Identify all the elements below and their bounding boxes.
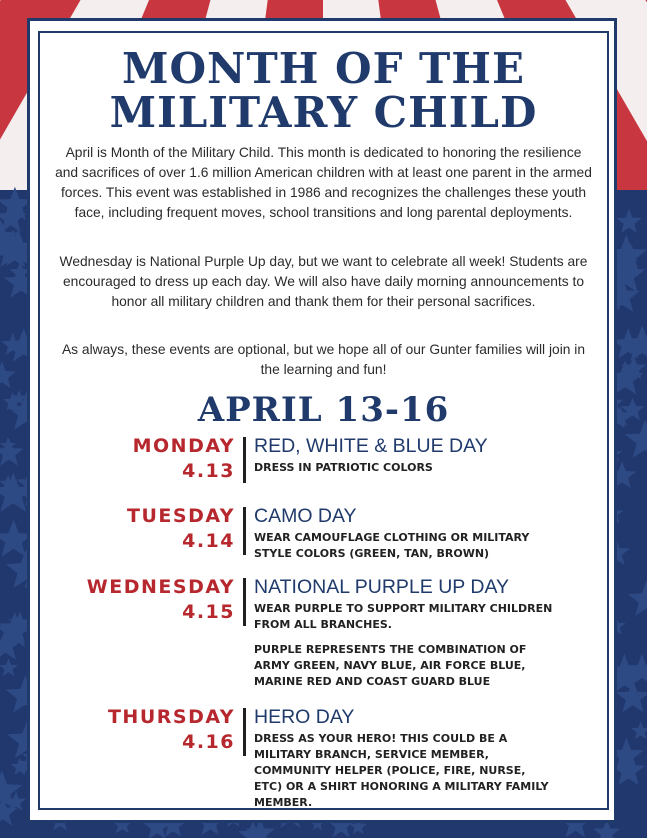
- event-title: NATIONAL PURPLE UP DAY: [254, 576, 510, 598]
- event-details: WEAR CAMOUFLAGE CLOTHING OR MILITARY STYLE COLORS (GREEN, TAN, BROWN): [254, 531, 530, 560]
- divider-bar: [243, 507, 246, 555]
- event-details: DRESS IN PATRIOTIC COLORS: [254, 461, 433, 474]
- day-date: 4.14: [182, 530, 235, 552]
- event-block: [254, 434, 554, 476]
- title-line-2: MILITARY CHILD: [109, 88, 538, 137]
- event-block: [254, 504, 554, 562]
- day-date: 4.13: [182, 460, 235, 482]
- event-details: DRESS AS YOUR HERO! THIS COULD BE A MILITARY BRANCH, SERVICE MEMBER, COMMUNITY HELPER (POLICE, FIRE, NURSE, ETC) OR A SHIRT HONORING A MILITARY FAMILY MEMBER.: [254, 732, 549, 809]
- day-name: THURSDAY: [107, 706, 235, 728]
- purple-up-paragraph: Wednesday is National Purple Up day, but we want to celebrate all week! Students are encouraged to dress up each day. We will also have daily morning announcements to honor all military children and thank them for their personal sacrifices.: [59, 254, 588, 309]
- event-details-extra: PURPLE REPRESENTS THE COMBINATION OF ARMY GREEN, NAVY BLUE, AIR FORCE BLUE, MARINE RED AND COAST GUARD BLUE: [254, 643, 527, 688]
- day-name: WEDNESDAY: [86, 576, 235, 598]
- event-block: [254, 575, 554, 690]
- event-title: HERO DAY: [254, 706, 355, 728]
- title-line-1: MONTH OF THE: [121, 44, 525, 93]
- day-name: MONDAY: [132, 435, 235, 457]
- date-range-heading: APRIL 13-16: [197, 390, 450, 430]
- day-date: 4.16: [182, 731, 235, 753]
- day-name: TUESDAY: [127, 505, 235, 527]
- event-title: RED, WHITE & BLUE DAY: [254, 435, 488, 457]
- optional-events-paragraph: As always, these events are optional, but we hope all of our Gunter families will join in the learning and fun!: [61, 342, 586, 377]
- event-title: CAMO DAY: [254, 505, 357, 527]
- intro-paragraph: April is Month of the Military Child. This month is dedicated to honoring the resilience and sacrifices of over 1.6 million American children with at least one parent in the armed forces. This event was established in 1986 and recognizes the challenges these youth face, including frequent moves, school transitions and long parental deployments.: [55, 145, 592, 220]
- event-block: [254, 705, 554, 811]
- event-details: WEAR PURPLE TO SUPPORT MILITARY CHILDREN FROM ALL BRANCHES.: [254, 602, 553, 631]
- divider-bar: [243, 578, 246, 626]
- divider-bar: [243, 708, 246, 756]
- day-date: 4.15: [182, 601, 235, 623]
- divider-bar: [243, 437, 246, 483]
